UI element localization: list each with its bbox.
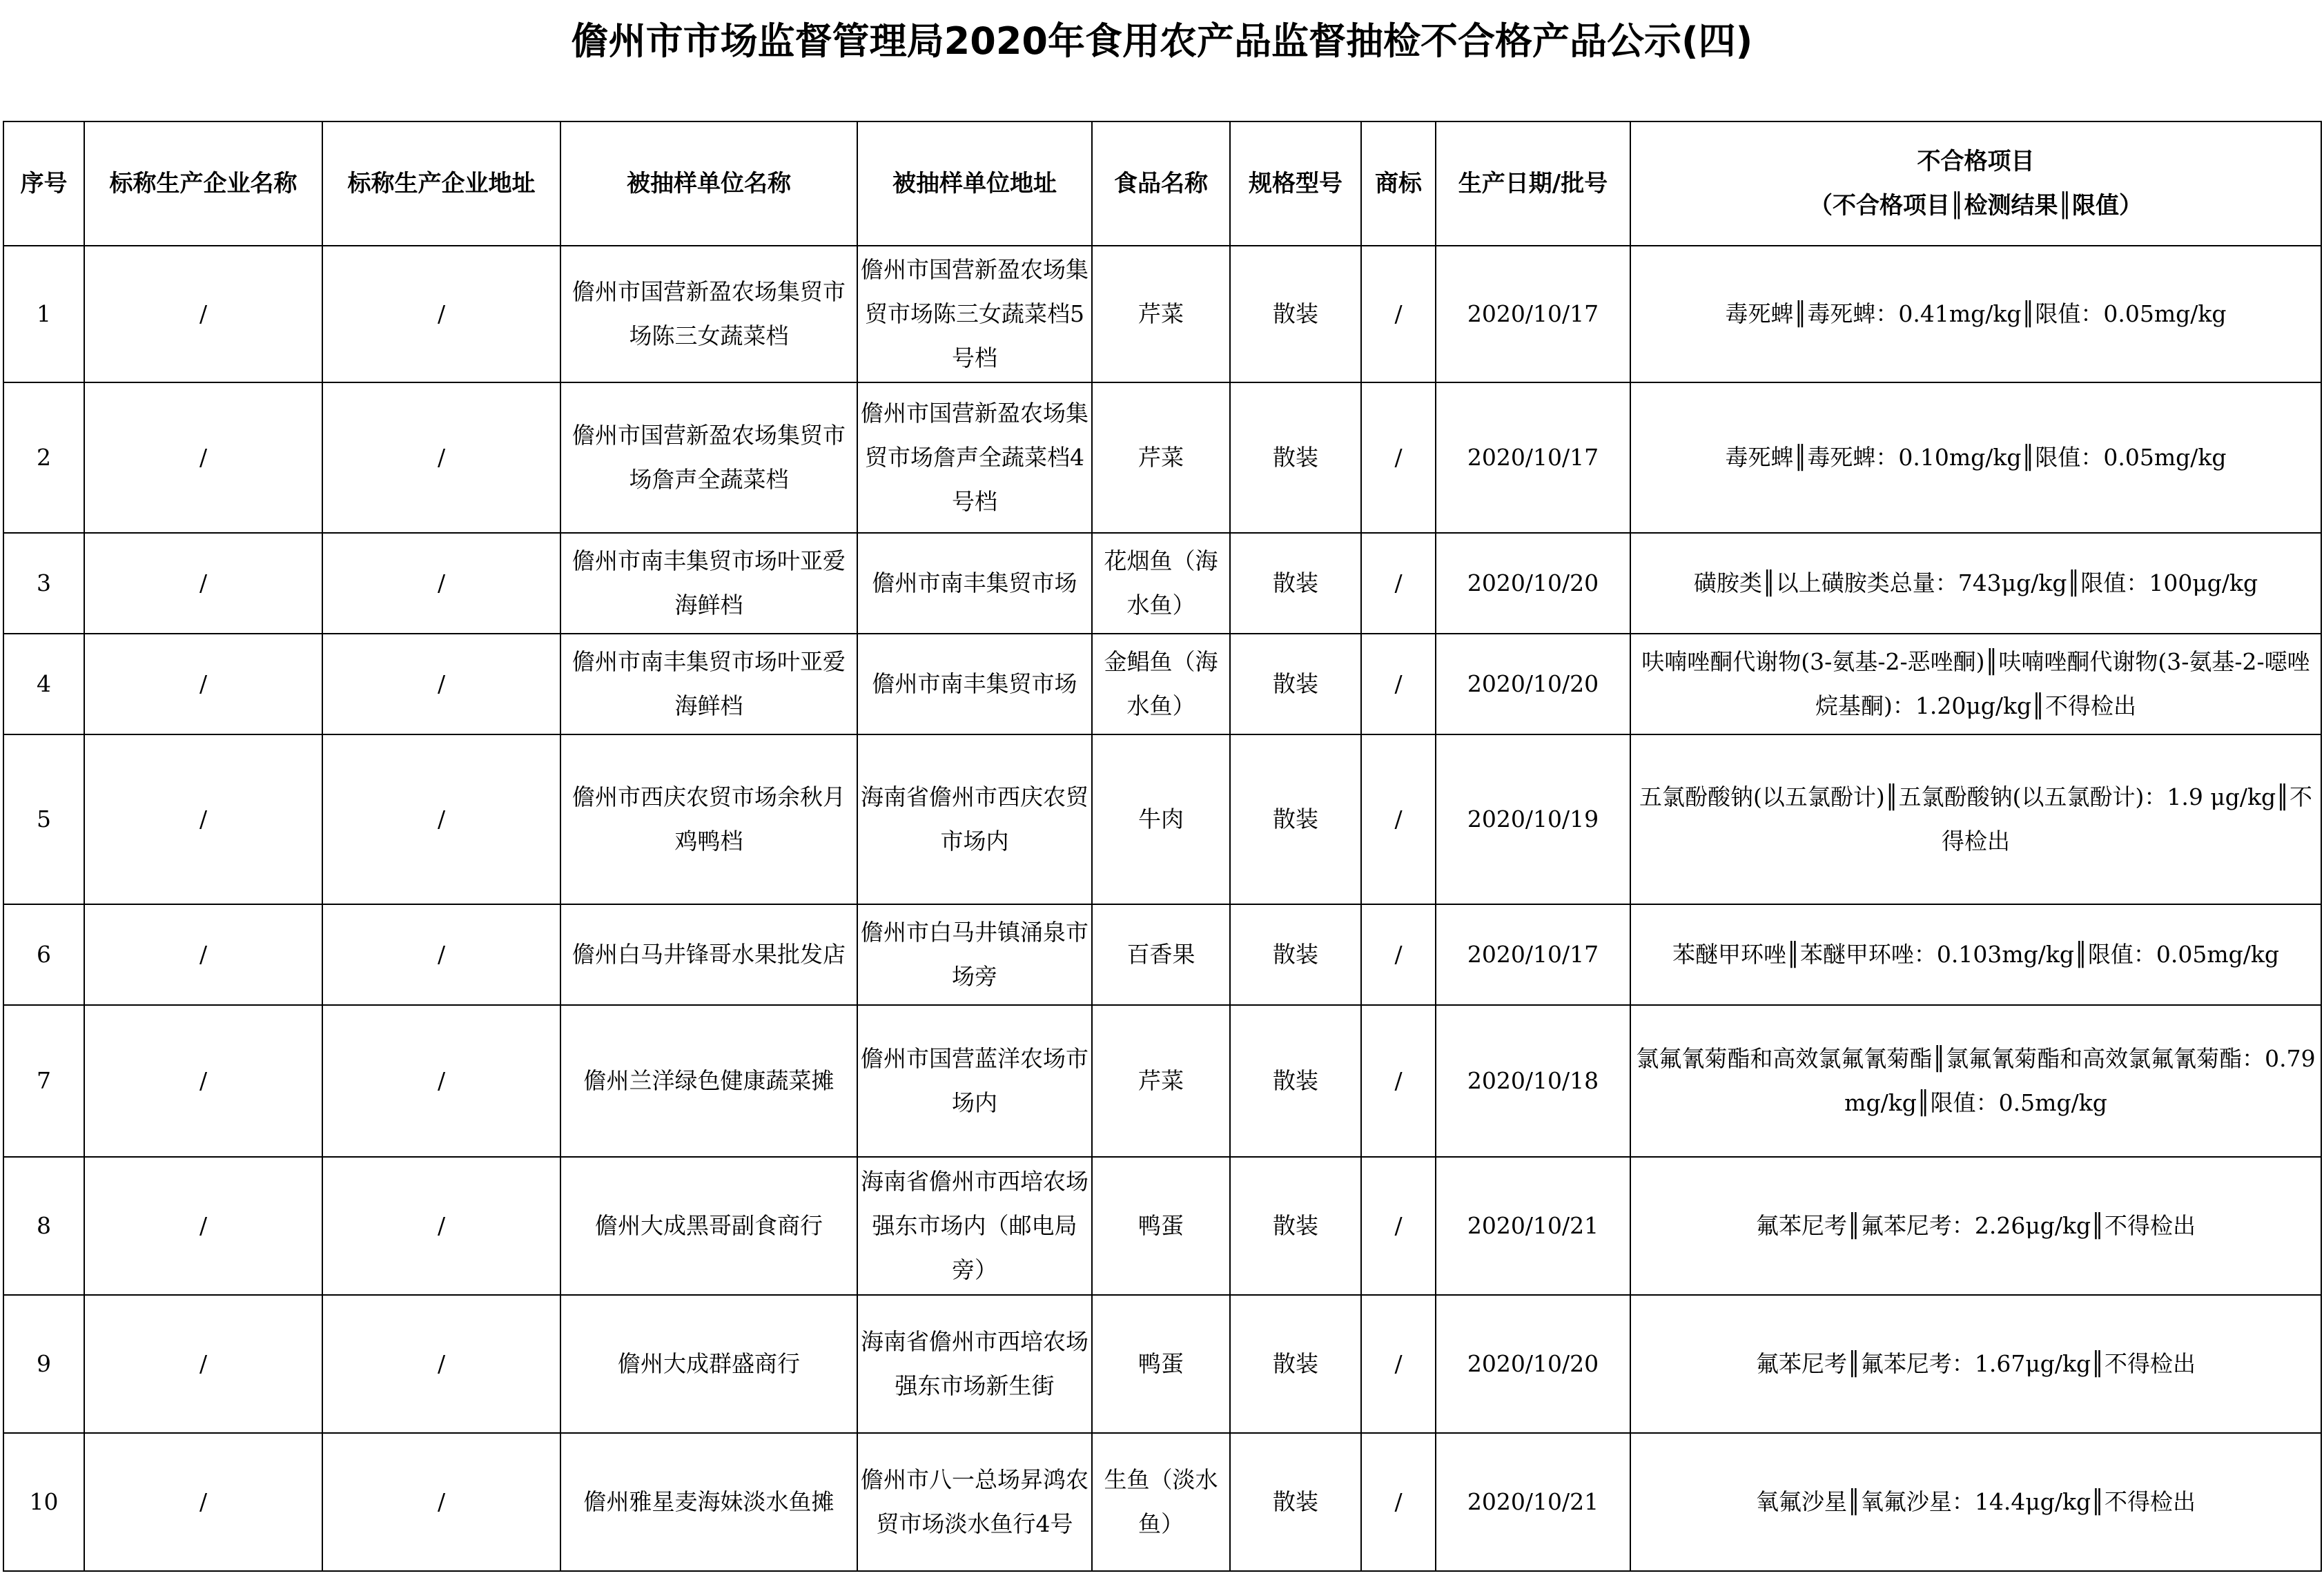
cell-food: 花烟鱼（海水鱼） — [1092, 533, 1230, 634]
header-brand: 商标 — [1361, 121, 1436, 246]
cell-spec: 散装 — [1230, 1433, 1361, 1571]
cell-food: 鸭蛋 — [1092, 1295, 1230, 1433]
cell-result: 毒死蜱║毒死蜱：0.41mg/kg║限值：0.05mg/kg — [1630, 246, 2321, 382]
header-fail-title: 不合格项目 — [1917, 148, 2035, 175]
cell-seq: 7 — [3, 1005, 84, 1157]
cell-unit-addr: 儋州市白马井镇涌泉市场旁 — [857, 904, 1092, 1005]
cell-food: 百香果 — [1092, 904, 1230, 1005]
cell-seq: 6 — [3, 904, 84, 1005]
cell-unit-name: 儋州兰洋绿色健康蔬菜摊 — [560, 1005, 857, 1157]
cell-mfr-name: / — [84, 533, 322, 634]
nonconforming-products-table — [3, 121, 2322, 1572]
cell-date: 2020/10/21 — [1436, 1157, 1630, 1295]
cell-food: 芹菜 — [1092, 1005, 1230, 1157]
header-spec: 规格型号 — [1230, 121, 1361, 246]
cell-spec: 散装 — [1230, 904, 1361, 1005]
cell-result: 呋喃唑酮代谢物(3-氨基-2-恶唑酮)║呋喃唑酮代谢物(3-氨基-2-噁唑烷基酮)：1.20μg/kg║不得检出 — [1630, 634, 2321, 734]
header-row — [3, 121, 2321, 246]
cell-result: 五氯酚酸钠(以五氯酚计)║五氯酚酸钠(以五氯酚计)：1.9 μg/kg║不得检出 — [1630, 734, 2321, 904]
table-row — [3, 634, 2321, 734]
cell-result: 氧氟沙星║氧氟沙星：14.4μg/kg║不得检出 — [1630, 1433, 2321, 1571]
cell-mfr-name: / — [84, 246, 322, 382]
cell-seq: 3 — [3, 533, 84, 634]
cell-result: 氟苯尼考║氟苯尼考：2.26μg/kg║不得检出 — [1630, 1157, 2321, 1295]
cell-seq: 8 — [3, 1157, 84, 1295]
cell-mfr-addr: / — [322, 634, 560, 734]
cell-unit-name: 儋州市南丰集贸市场叶亚爱海鲜档 — [560, 533, 857, 634]
cell-brand: / — [1361, 734, 1436, 904]
table-row — [3, 1005, 2321, 1157]
cell-unit-name: 儋州市西庆农贸市场余秋月鸡鸭档 — [560, 734, 857, 904]
cell-brand: / — [1361, 382, 1436, 533]
cell-unit-name: 儋州大成群盛商行 — [560, 1295, 857, 1433]
cell-spec: 散装 — [1230, 382, 1361, 533]
cell-food: 生鱼（淡水鱼） — [1092, 1433, 1230, 1571]
cell-mfr-addr: / — [322, 1157, 560, 1295]
cell-spec: 散装 — [1230, 1005, 1361, 1157]
cell-spec: 散装 — [1230, 246, 1361, 382]
cell-brand: / — [1361, 246, 1436, 382]
cell-date: 2020/10/18 — [1436, 1005, 1630, 1157]
cell-unit-addr: 儋州市国营新盈农场集贸市场詹声全蔬菜档4号档 — [857, 382, 1092, 533]
table-row — [3, 904, 2321, 1005]
table-row — [3, 734, 2321, 904]
cell-unit-name: 儋州市南丰集贸市场叶亚爱海鲜档 — [560, 634, 857, 734]
cell-date: 2020/10/21 — [1436, 1433, 1630, 1571]
cell-brand: / — [1361, 1433, 1436, 1571]
header-mfr-addr: 标称生产企业地址 — [322, 121, 560, 246]
cell-seq: 2 — [3, 382, 84, 533]
cell-mfr-name: / — [84, 634, 322, 734]
cell-result: 氯氟氰菊酯和高效氯氟氰菊酯║氯氟氰菊酯和高效氯氟氰菊酯：0.79mg/kg║限值：0.5mg/kg — [1630, 1005, 2321, 1157]
cell-food: 芹菜 — [1092, 382, 1230, 533]
cell-date: 2020/10/17 — [1436, 904, 1630, 1005]
header-fail — [1630, 121, 2321, 246]
cell-seq: 9 — [3, 1295, 84, 1433]
cell-date: 2020/10/20 — [1436, 634, 1630, 734]
table-row — [3, 1295, 2321, 1433]
cell-spec: 散装 — [1230, 634, 1361, 734]
cell-mfr-addr: / — [322, 904, 560, 1005]
cell-unit-name: 儋州雅星麦海妹淡水鱼摊 — [560, 1433, 857, 1571]
cell-unit-addr: 海南省儋州市西培农场强东市场新生街 — [857, 1295, 1092, 1433]
cell-food: 芹菜 — [1092, 246, 1230, 382]
cell-brand: / — [1361, 634, 1436, 734]
cell-unit-name: 儋州市国营新盈农场集贸市场詹声全蔬菜档 — [560, 382, 857, 533]
cell-mfr-addr: / — [322, 246, 560, 382]
header-seq: 序号 — [3, 121, 84, 246]
cell-mfr-name: / — [84, 734, 322, 904]
table-row — [3, 1157, 2321, 1295]
header-unit-addr: 被抽样单位地址 — [857, 121, 1092, 246]
cell-result: 磺胺类║以上磺胺类总量：743μg/kg║限值：100μg/kg — [1630, 533, 2321, 634]
cell-unit-addr: 海南省儋州市西庆农贸市场内 — [857, 734, 1092, 904]
cell-food: 金鲳鱼（海水鱼） — [1092, 634, 1230, 734]
cell-mfr-addr: / — [322, 1005, 560, 1157]
header-mfr-name: 标称生产企业名称 — [84, 121, 322, 246]
cell-spec: 散装 — [1230, 1295, 1361, 1433]
cell-mfr-name: / — [84, 1433, 322, 1571]
cell-mfr-name: / — [84, 904, 322, 1005]
cell-unit-addr: 儋州市国营新盈农场集贸市场陈三女蔬菜档5号档 — [857, 246, 1092, 382]
cell-spec: 散装 — [1230, 734, 1361, 904]
cell-date: 2020/10/17 — [1436, 382, 1630, 533]
cell-result: 毒死蜱║毒死蜱：0.10mg/kg║限值：0.05mg/kg — [1630, 382, 2321, 533]
cell-food: 鸭蛋 — [1092, 1157, 1230, 1295]
cell-spec: 散装 — [1230, 1157, 1361, 1295]
cell-brand: / — [1361, 904, 1436, 1005]
cell-brand: / — [1361, 1157, 1436, 1295]
cell-food: 牛肉 — [1092, 734, 1230, 904]
cell-seq: 4 — [3, 634, 84, 734]
cell-date: 2020/10/17 — [1436, 246, 1630, 382]
cell-date: 2020/10/20 — [1436, 1295, 1630, 1433]
cell-mfr-addr: / — [322, 1295, 560, 1433]
cell-mfr-addr: / — [322, 734, 560, 904]
cell-unit-name: 儋州市国营新盈农场集贸市场陈三女蔬菜档 — [560, 246, 857, 382]
table-row — [3, 533, 2321, 634]
cell-mfr-name: / — [84, 382, 322, 533]
page-title: 儋州市市场监督管理局2020年食用农产品监督抽检不合格产品公示(四) — [571, 19, 1753, 63]
cell-mfr-name: / — [84, 1295, 322, 1433]
cell-mfr-name: / — [84, 1005, 322, 1157]
cell-unit-addr: 儋州市国营蓝洋农场市场内 — [857, 1005, 1092, 1157]
table-row — [3, 246, 2321, 382]
cell-brand: / — [1361, 1005, 1436, 1157]
cell-mfr-addr: / — [322, 1433, 560, 1571]
cell-brand: / — [1361, 1295, 1436, 1433]
cell-unit-name: 儋州大成黑哥副食商行 — [560, 1157, 857, 1295]
table-row — [3, 382, 2321, 533]
cell-seq: 1 — [3, 246, 84, 382]
cell-mfr-addr: / — [322, 533, 560, 634]
cell-date: 2020/10/20 — [1436, 533, 1630, 634]
cell-unit-addr: 儋州市八一总场昇鸿农贸市场淡水鱼行4号 — [857, 1433, 1092, 1571]
cell-seq: 10 — [3, 1433, 84, 1571]
cell-result: 苯醚甲环唑║苯醚甲环唑：0.103mg/kg║限值：0.05mg/kg — [1630, 904, 2321, 1005]
table-row — [3, 1433, 2321, 1571]
cell-mfr-name: / — [84, 1157, 322, 1295]
cell-mfr-addr: / — [322, 382, 560, 533]
cell-unit-addr: 儋州市南丰集贸市场 — [857, 634, 1092, 734]
cell-unit-addr: 儋州市南丰集贸市场 — [857, 533, 1092, 634]
header-fail-sub: （不合格项目║检测结果║限值） — [1809, 192, 2142, 220]
cell-spec: 散装 — [1230, 533, 1361, 634]
cell-seq: 5 — [3, 734, 84, 904]
header-food: 食品名称 — [1092, 121, 1230, 246]
header-unit-name: 被抽样单位名称 — [560, 121, 857, 246]
cell-date: 2020/10/19 — [1436, 734, 1630, 904]
cell-unit-addr: 海南省儋州市西培农场强东市场内（邮电局旁） — [857, 1157, 1092, 1295]
cell-unit-name: 儋州白马井锋哥水果批发店 — [560, 904, 857, 1005]
cell-brand: / — [1361, 533, 1436, 634]
header-date: 生产日期/批号 — [1436, 121, 1630, 246]
cell-result: 氟苯尼考║氟苯尼考：1.67μg/kg║不得检出 — [1630, 1295, 2321, 1433]
